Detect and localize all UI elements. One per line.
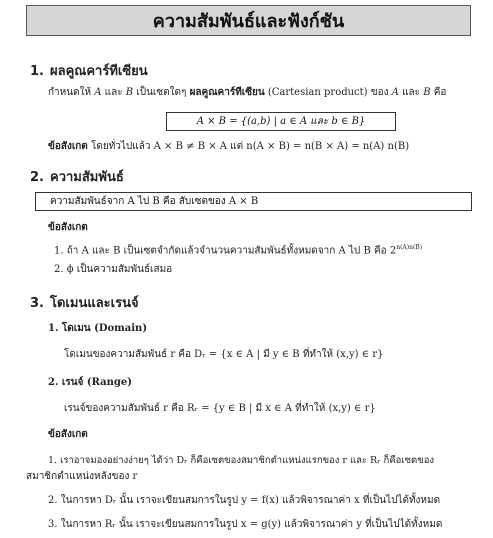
section-3-note-1-line-2: สมาชิกตำแหน่งหลังของ r — [26, 471, 138, 482]
def-text: (Cartesian product) ของ — [264, 87, 392, 98]
section-2-title: ความสัมพันธ์ — [50, 170, 124, 185]
range-definition: เรนจ์ของความสัมพันธ์ r คือ Rᵣ = {y ∈ B | มี x ∈ A ที่ทำให้ (x,y) ∈ r} — [64, 403, 376, 414]
def-text: คือ — [430, 87, 447, 98]
def-text: เป็นเซตใดๆ — [133, 87, 190, 98]
section-1-note — [48, 140, 409, 153]
cartesian-formula-box: A × B = {(a,b) | a ∈ A และ b ∈ B} — [166, 112, 396, 131]
section-3-note-2: 2. ในการหา Dᵣ นั้น เราจะเขียนสมการในรูป y = f(x) แล้วพิจารณาค่า x ที่เป็นไปได้ทั้งหมด — [48, 495, 441, 506]
section-3-note-1-line-1: 1. เราอาจมองอย่างง่ายๆ ได้ว่า Dᵣ ก็คือเซตของสมาชิกตำแหน่งแรกของ r และ Rᵣ ก็คือเซตของ — [48, 455, 435, 466]
section-3-title: โดเมนและเรนจ์ — [50, 296, 139, 311]
set-a: A — [94, 87, 102, 98]
exponent: n(A)n(B) — [396, 244, 423, 251]
domain-heading: 1. โดเมน (Domain) — [48, 323, 148, 334]
section-2-number: 2. — [30, 170, 44, 185]
section-1-heading — [30, 60, 148, 81]
section-1-title: ผลคูณคาร์ทีเซียน — [50, 64, 148, 79]
section-3-note-3: 3. ในการหา Rᵣ นั้น เราจะเขียนสมการในรูป x = g(y) แล้วพิจารณาค่า y ที่เป็นไปได้ทั้งหมด — [48, 519, 443, 530]
term-cartesian: ผลคูณคาร์ทีเซียน — [189, 87, 265, 98]
section-2-note-1 — [54, 241, 422, 257]
section-2-note-label: ข้อสังเกต — [48, 222, 88, 233]
set-a: A — [391, 87, 399, 98]
set-b: B — [125, 87, 134, 98]
cartesian-definition — [48, 86, 446, 99]
def-text: กำหนดให้ — [48, 87, 95, 98]
note-text: โดยทั่วไปแล้ว A × B ≠ B × A แต่ n(A × B) = n(B × A) = n(A) n(B) — [87, 141, 410, 152]
note-text: 1. ถ้า A และ B เป็นเซตจำกัดแล้วจำนวนความสัมพันธ์ทั้งหมดจาก A ไป B คือ 2 — [54, 245, 397, 257]
relation-definition-box: ความสัมพันธ์จาก A ไป B คือ สับเซตของ A × B — [35, 192, 472, 211]
section-3-number: 3. — [30, 296, 44, 311]
section-2-note-2: 2. ϕ เป็นความสัมพันธ์เสมอ — [54, 264, 173, 275]
def-text: และ — [101, 87, 126, 98]
def-text: และ — [398, 87, 424, 98]
note-label: ข้อสังเกต — [48, 141, 88, 152]
domain-definition: โดเมนของความสัมพันธ์ r คือ Dᵣ = {x ∈ A | มี y ∈ B ที่ทำให้ (x,y) ∈ r} — [64, 349, 384, 360]
range-heading: 2. เรนจ์ (Range) — [48, 377, 132, 388]
section-3-note-label: ข้อสังเกต — [48, 429, 88, 440]
section-2-heading — [30, 166, 124, 187]
set-b: B — [423, 87, 431, 98]
page-title: ความสัมพันธ์และฟังก์ชัน — [26, 5, 471, 36]
section-3-heading — [30, 292, 139, 313]
section-1-number: 1. — [30, 64, 44, 79]
